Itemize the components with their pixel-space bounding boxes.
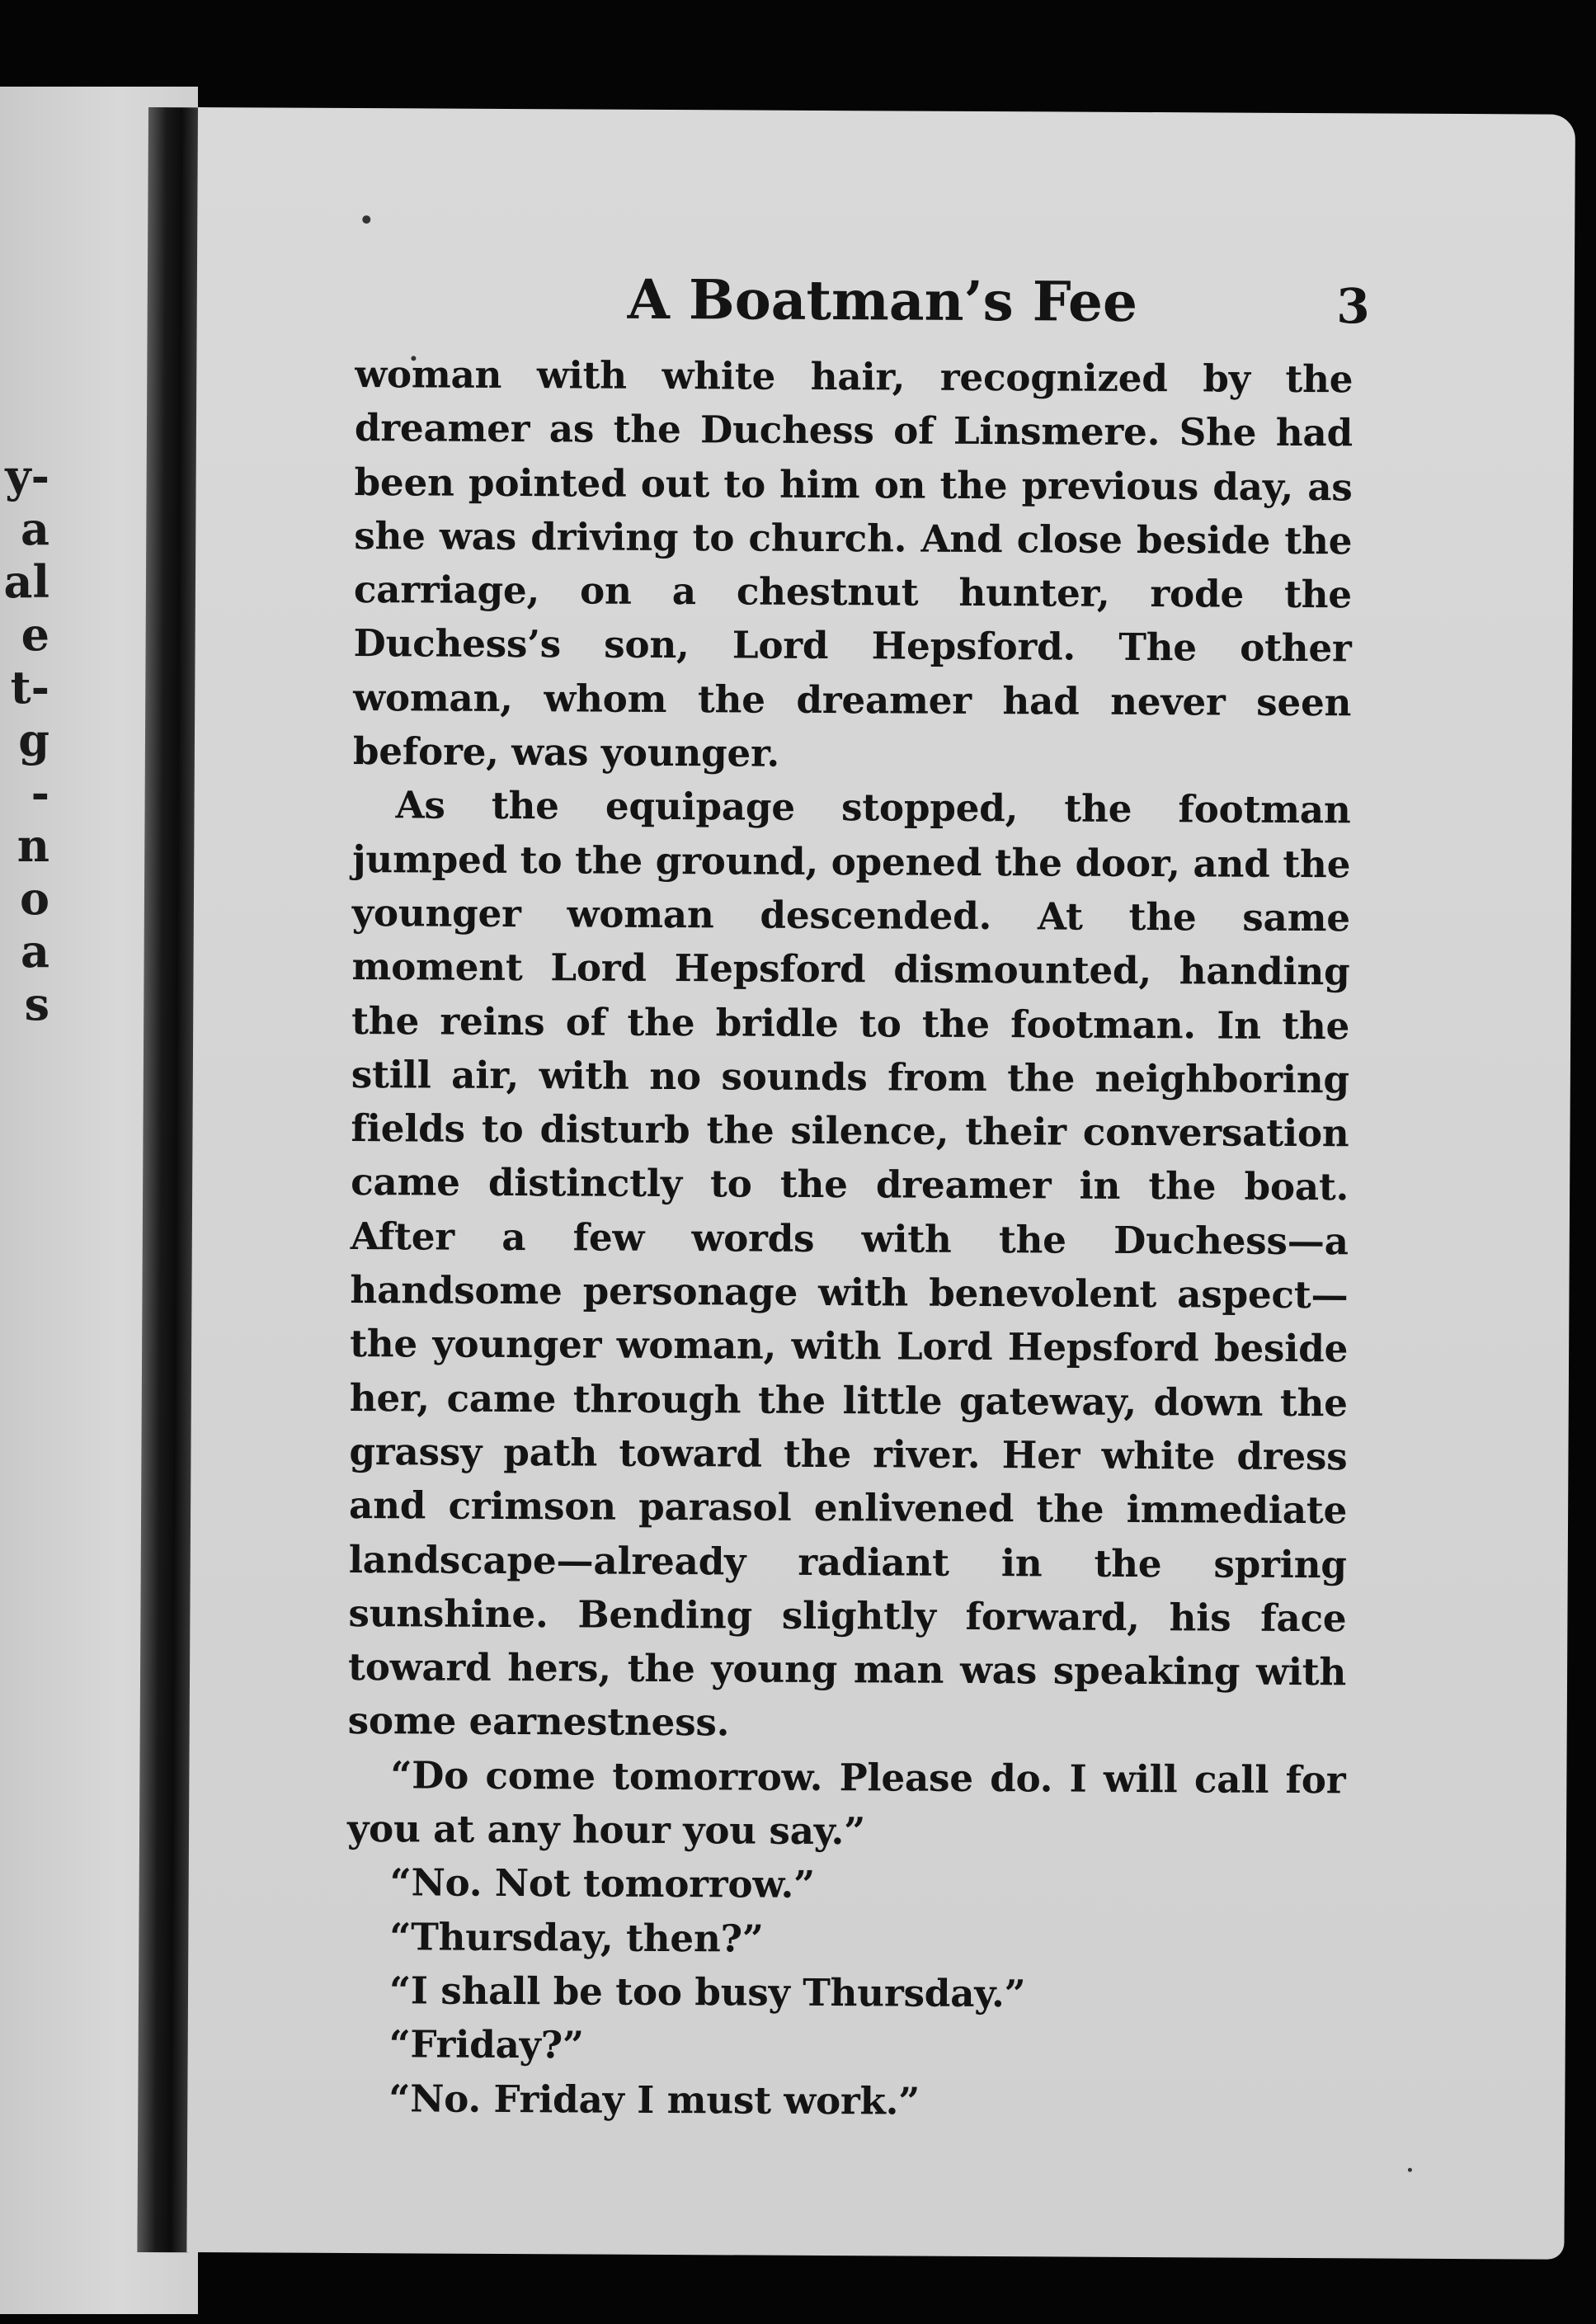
paragraph: woman with white hair, recognized by the dreamer as the Duchess of Linsmere. She had been pointed out to him on the previous day, as she was driving to church. And close beside the carriage, on a chestnut hunter, rode the Duchess’s son, Lord Hepsford. The other woman, whom the dreamer had never seen before, was younger.: [352, 352, 1354, 775]
body-text: [346, 347, 1353, 2130]
dialogue-line: “Thursday, then?”: [389, 1914, 764, 1961]
left-fragment: al: [3, 555, 49, 608]
dialogue-line: “No. Friday I must work.”: [388, 2076, 920, 2124]
left-fragment: s: [24, 978, 49, 1030]
dialogue-line: “No. Not tomorrow.”: [389, 1860, 816, 1907]
left-fragment: n: [16, 819, 49, 872]
dialogue-line: “Friday?”: [388, 2022, 584, 2067]
paragraph: As the equipage stopped, the footman jumped to the ground, opened the door, and the younger woman descended. At the same moment Lord Hepsford dismounted, handing the reins of the bridle to the footman. In the still air, with no sounds from the neighboring fields to disturb the silence, their conversation came distinctly to the dreamer in the boat. After a few words with the Duchess—a handsome personage with benevolent aspect—the younger woman, with Lord Hepsford beside her, came through the little gateway, down the grassy path toward the river. Her white dress and crimson parasol enlivened the immediate landscape—already radiant in the spring sunshine. Bending slightly forward, his face toward hers, the young man was speaking with some earnestness.: [347, 783, 1351, 1745]
dialogue-line: “I shall be too busy Thursday.”: [388, 1968, 1026, 2016]
left-fragment: y-: [5, 450, 49, 502]
dialogue-line: “Do come tomorrow. Please do. I will call for you at any hour you say.”: [346, 1752, 1346, 1854]
left-fragment: a: [21, 925, 49, 978]
left-fragment: o: [19, 872, 49, 925]
left-fragment: t-: [10, 661, 49, 714]
left-fragment: -: [31, 766, 49, 819]
left-fragment: e: [21, 608, 49, 661]
left-fragment: g: [18, 714, 49, 766]
left-page-text-fragments: [0, 450, 49, 1030]
page-content: [346, 257, 1370, 2130]
dialogue-block: [346, 1748, 1345, 2130]
paper-speck: [1408, 2168, 1412, 2172]
running-title: A Boatman’s Fee: [627, 266, 1138, 334]
page-number: 3: [1336, 278, 1370, 335]
left-fragment: a: [21, 502, 49, 555]
running-head: [355, 257, 1370, 344]
paper-speck: [362, 215, 370, 224]
right-page: [186, 107, 1575, 2260]
